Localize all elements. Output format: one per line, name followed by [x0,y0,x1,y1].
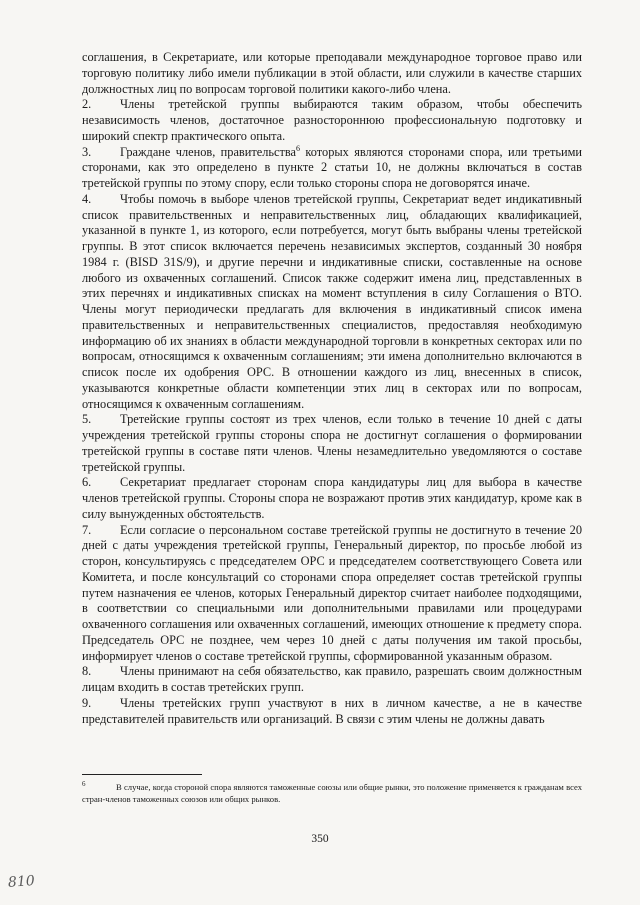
paragraph-number: 4. [82,191,92,206]
footnote-text: В случае, когда стороной спора являются таможенные союзы или общие рынки, это положение применяется к гражданам всех стран-членов таможенных союзов или общих рынков. [82,782,582,804]
paragraph-5: 5. Третейские группы состоят из трех членов, если только в течение 10 дней с даты учреждения третейской группы стороны спора не достигнут соглашения о формировании третейской группы в составе пяти членов. Члены незамедлительно уведомляются о составе третейской группы. [82,412,582,474]
paragraph-8: 8. Члены принимают на себя обязательство, как правило, разрешать своим должностным лицам входить в состав третейских групп. [82,664,582,694]
footnote-reference[interactable]: 6 [296,143,301,153]
footnote-divider [82,774,202,775]
paragraph-number: 6. [82,475,92,490]
paragraph-7: 7. Если согласие о персональном составе третейской группы не достигнуто в течение 20 дней с даты учреждения третейской группы, Генеральный директор, по просьбе любой из сторон, консультируясь с председателем ОРС и председателем соответствующего Совета или Комитета, и после консультаций со сторонами спора определяет состав третейской группы путем назначения ее членов, которых Генеральный директор считает наиболее подходящими, в соответствии со специальными или дополнительными правилами или процедурами охваченного соглашения или охваченных соглашений, имеющих отношение к предмету спора. Председатель ОРС не позднее, чем через 10 дней с даты получения им такой просьбы, информирует членов о составе третейской группы, сформированной указанным образом. [82,522,582,663]
paragraph-6: 6. Секретариат предлагает сторонам спора кандидатуры лиц для выбора в качестве членов третейской группы. Стороны спора не возражают против этих кандидатур, кроме как в силу вынужденных обстоятельств. [82,475,582,521]
paragraph-number: 5. [82,412,92,427]
paragraph-number: 3. [82,144,92,159]
paragraph-3: 3. Граждане членов, правительства$^6$ которых являются сторонами спора, или третьими сторонами, как это определено в пункте 2 статьи 10, не должны включаться в состав третейской группы по этому спору, если только стороны спора не договорятся иначе. [82,143,582,190]
page-number: 350 [311,833,329,845]
paragraph-2: 2. Члены третейской группы выбираются таким образом, чтобы обеспечить независимость членов, достаточное разностороннюю профессиональную подготовку и широкий спектр практического опыта. [82,97,582,143]
paragraph-number: 9. [82,695,92,710]
paragraph-number: 7. [82,522,92,537]
document-body [82,50,582,727]
paragraph-number: 2. [82,97,92,112]
paragraph-1-cont: соглашения, в Секретариате, или которые преподавали международное торговое право или торговую политику либо имели публикации в этой области, или служили в качестве старших должностных лиц по вопросам торговой политики какого-либо члена. [82,50,582,96]
handwritten-note: 810 [7,873,36,891]
footnote: 6 В случае, когда стороной спора являются таможенные союзы или общие рынки, это положение применяется к гражданам всех стран-членов таможенных союзов или общих рынков. [82,780,582,804]
paragraph-number: 8. [82,664,92,679]
paragraph-9: 9. Члены третейских групп участвуют в них в личном качестве, а не в качестве представителей правительств или организаций. В связи с этим члены не должны давать [82,695,582,726]
paragraph-4: 4. Чтобы помочь в выборе членов третейской группы, Секретариат ведет индикативный список правительственных и неправительственных лиц, обладающих квалификацией, указанной в пункте 1, из которого, если потребуется, могут быть выбраны члены третейской группы. В этот список включается перечень независимых экспертов, созданный 30 ноября 1984 г. (BISD 31S/9), и другие перечни и индикативные списки, составленные на основе любого из охваченных соглашений. Список также содержит имена лиц, представленных в этих перечнях и индикативных списках на момент вступления в силу Соглашения о ВТО. Члены могут периодически предлагать для включения в индикативный список имена правительственных и неправительственных специалистов, предоставляя необходимую информацию об их знаниях в области международной торговли в конкретных секторах или по вопросам, относящимся к охваченным соглашениям; эти имена дополнительно включаются в список после их одобрения ОРС. В отношении каждого из лиц, внесенных в список, указываются конкретные области компетенции этих лиц в секторах или по вопросам, относящимся к охваченным соглашениям. [82,191,582,411]
